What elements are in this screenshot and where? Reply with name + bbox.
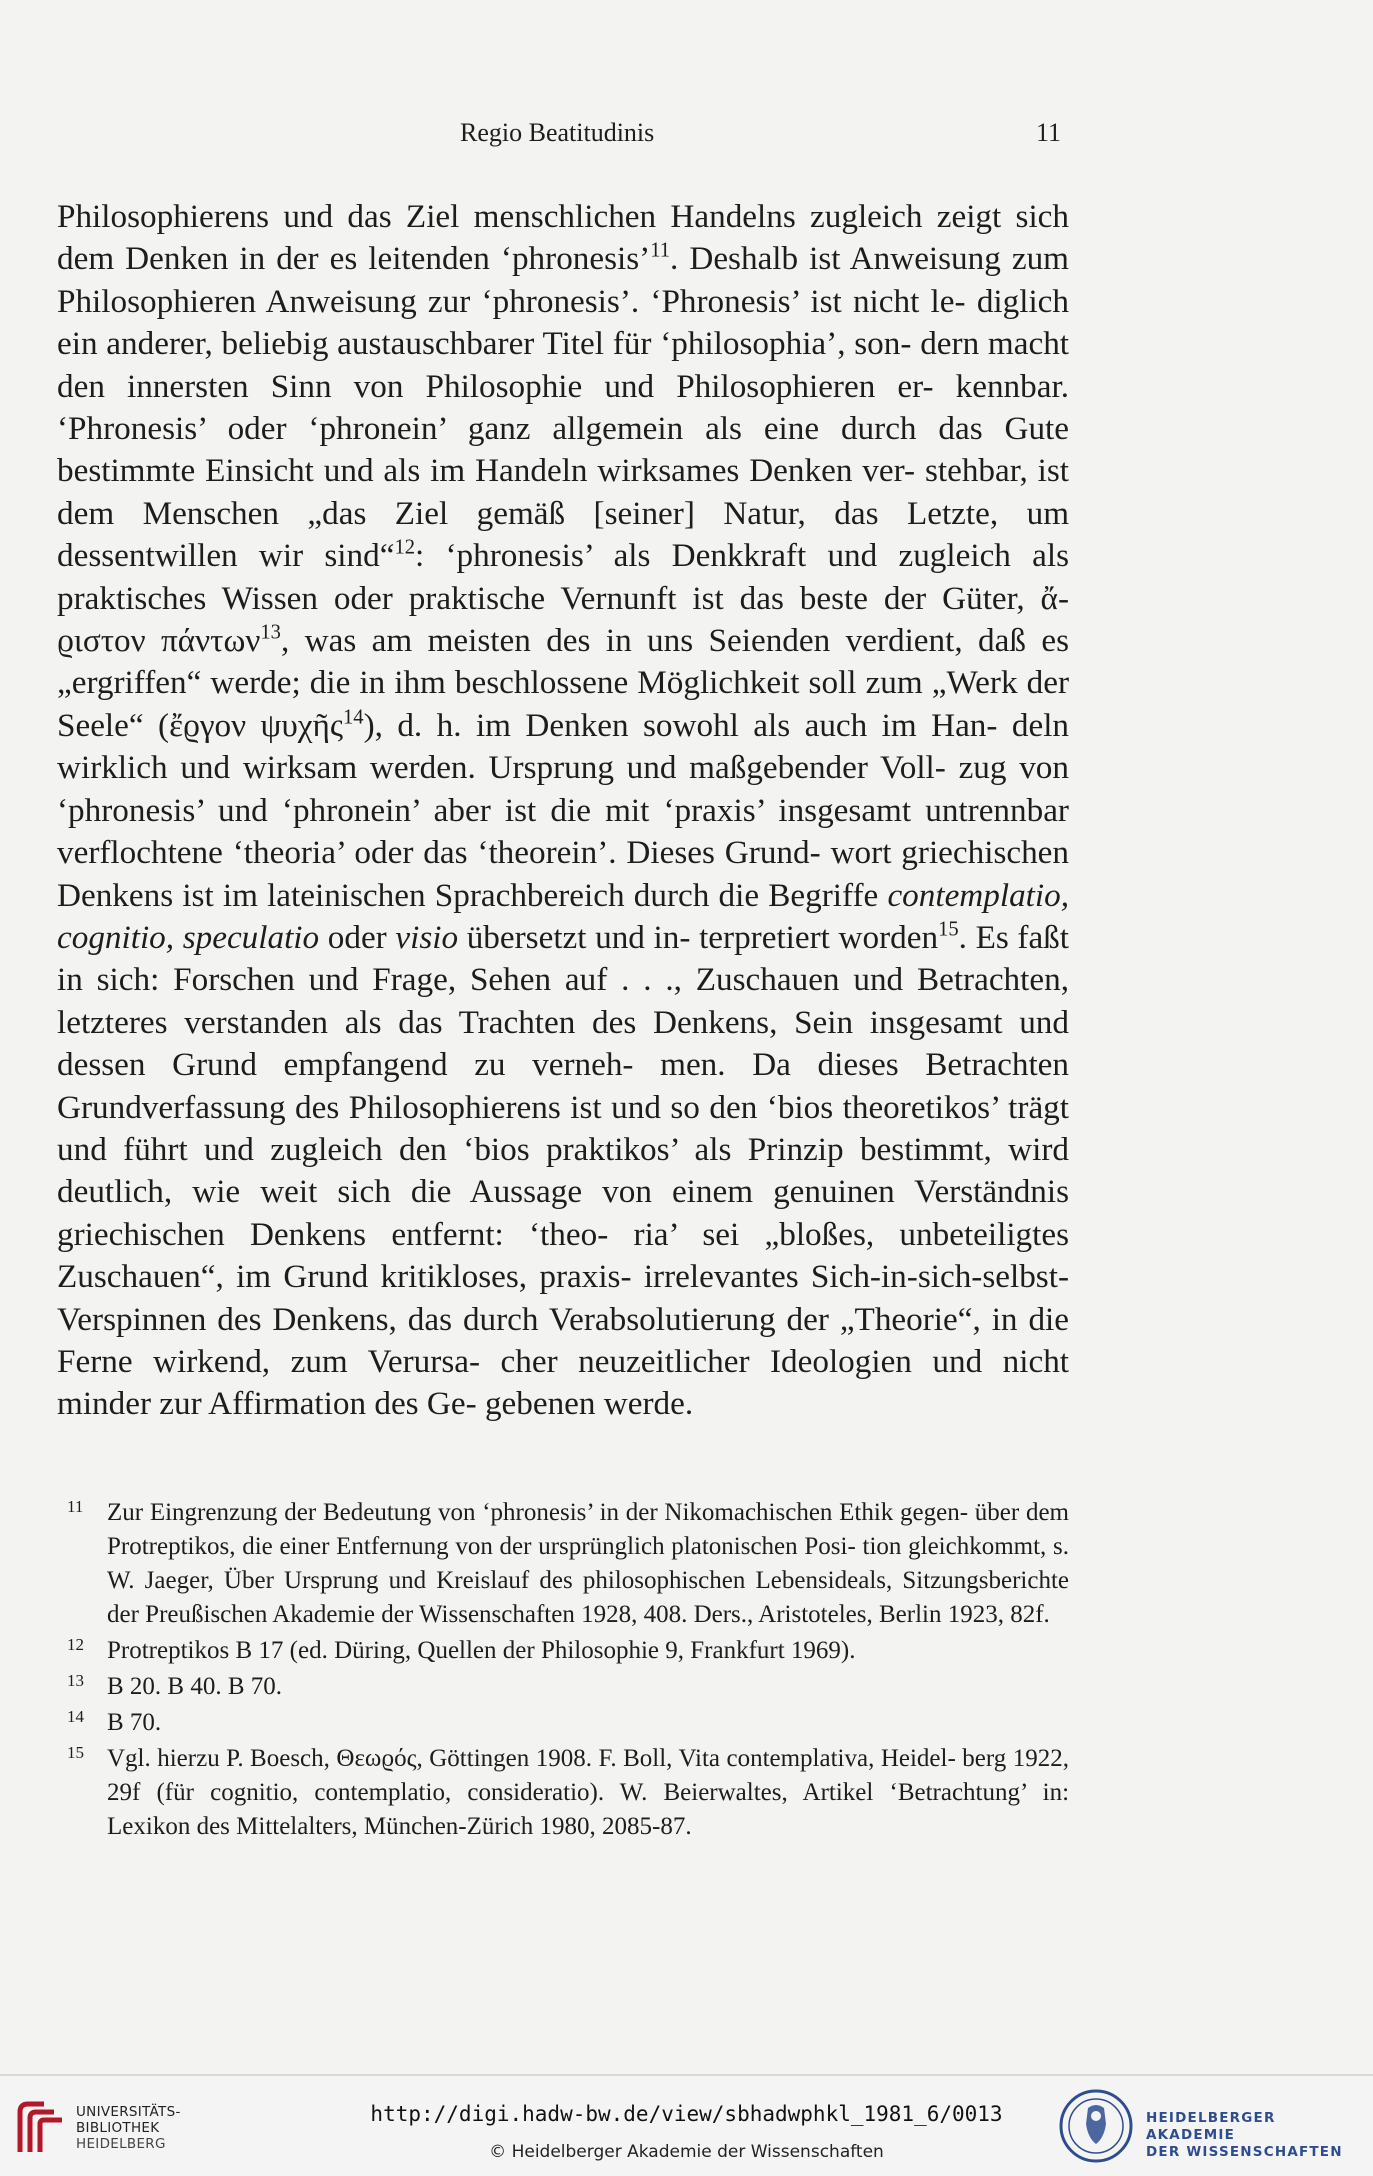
footnote-line: Zur Eingrenzung der Bedeutung von ‘phronesis’ in der Nikomachischen Ethik gegen- <box>107 1499 969 1526</box>
footnote-line: berg 1922, 29f (für cognitio, contemplatio, consideratio). W. Beierwaltes, Artikel <box>107 1745 1070 1806</box>
text-line: von einem genuinen Verständnis griechischen Denkens entfernt: ‘theo- <box>57 1173 1070 1253</box>
text-line: : ‘phronesis’ als Denkkraft und zugleich als <box>415 537 1069 575</box>
ub-line: UNIVERSITÄTS- <box>76 2104 181 2120</box>
text-line: praktisches Wissen oder praktische Vernunft ist das beste der Güter, ἄ- <box>57 579 1069 617</box>
text-line: zug von ‘phronesis’ und ‘phronein’ aber ist die mit ‘praxis’ insgesamt <box>57 749 1069 829</box>
academy-logo[interactable] <box>1058 2088 1368 2168</box>
text-line: um dessentwillen wir sind“ <box>57 494 1070 575</box>
text-line: , was am meisten des in uns Seienden verdient, daß es <box>280 622 1069 660</box>
footnote-line: über dem Protreptikos, die einer Entfernung von der ursprünglich platonischen Posi- <box>107 1499 1069 1560</box>
text-line: zum Philosophieren Anweisung zur ‘phronesis’. ‘Phronesis’ ist nicht le- <box>57 240 1069 320</box>
footnote-line: 408. Ders., Aristoteles, Berlin 1923, 82f. <box>643 1601 1050 1628</box>
footnote-number: 11 <box>67 1497 84 1516</box>
text-line: ϱιστον πάντων <box>57 622 261 660</box>
footnote-13 <box>57 1670 1069 1704</box>
footnote-number: 13 <box>67 1671 84 1690</box>
text-line: untrennbar verflochtene ‘theoria’ oder das ‘theorein’. Dieses Grund- <box>57 791 1069 872</box>
text-line: gebenen werde. <box>484 1385 694 1423</box>
text-line: Gute bestimmte Einsicht und als im Handeln wirksames Denken ver- <box>57 410 1069 490</box>
footnote-line: Lebensideals, Sitzungsberichte der Preußischen Akademie der Wissenschaften 1928, <box>107 1567 1070 1628</box>
footnote-line: B 70. <box>107 1709 162 1736</box>
footnote-11 <box>57 1496 1069 1632</box>
text-line: terpretiert worden <box>699 918 939 956</box>
text-line: . Deshalb ist Anweisung <box>670 240 1001 278</box>
text-line: cher neuzeitlicher Ideologien und nicht minder zur Affirmation des Ge- <box>57 1342 1070 1423</box>
footnote-ref: 13 <box>260 621 281 644</box>
viewer-footer <box>0 2074 1373 2176</box>
text-line: Begriffe <box>768 876 888 914</box>
footnote-ref: 12 <box>394 536 416 559</box>
footnote-12 <box>57 1634 1069 1668</box>
academy-line: DER WISSENSCHAFTEN <box>1146 2144 1343 2160</box>
text-line: wort griechischen Denkens ist im lateinischen Sprachbereich durch die <box>57 834 1070 914</box>
permalink-url[interactable]: http://digi.hadw-bw.de/view/sbhadwphkl_1981_6/0013 <box>370 2102 1003 2126</box>
text-line: kennbar. ‘Phronesis’ oder ‘phronein’ ganz allgemein als eine durch das <box>57 367 1069 448</box>
running-title: Regio Beatitudinis <box>460 118 655 147</box>
footnote-14 <box>57 1706 1069 1740</box>
academy-seal-icon <box>1058 2088 1134 2164</box>
footnote-ref: 14 <box>343 706 364 729</box>
academy-line: HEIDELBERGER AKADEMIE <box>1146 2110 1276 2143</box>
text-line: des Denkens, Sein insgesamt und dessen Grund empfangend zu verneh- <box>57 1003 1069 1084</box>
text-line: . Es faßt in sich: Forschen und Frage, Sehen auf <box>57 918 1069 999</box>
text-line: der Seele“ (ἔϱγον ψυχῆς <box>57 664 1070 744</box>
text-line: übersetzt und in- <box>458 918 691 956</box>
footnote-line: B 20. B 40. B 70. <box>107 1673 283 1700</box>
text-line: ria’ sei „bloßes, unbeteiligtes Zuschauen“, im Grund kritikloses, praxis- <box>57 1215 1070 1296</box>
academy-name <box>1146 2110 1368 2161</box>
text-line: und so den ‘bios theoretikos’ trägt und führt und zugleich den ‘bios <box>57 1088 1069 1168</box>
text-line: irrelevantes Sich-in-sich-selbst-Verspinnen des Denkens, das durch <box>57 1258 1069 1338</box>
footnote-15 <box>57 1742 1069 1844</box>
italic-terms: contemplatio, cognitio, speculatio <box>57 876 1070 956</box>
footnotes <box>57 1496 1069 1844</box>
running-head <box>0 118 1373 152</box>
text-line: „ergriffen“ werde; die in ihm beschlossene Möglichkeit soll zum „Werk <box>57 664 1018 702</box>
footnote-line: ‘Betrachtung’ in: Lexikon des Mittelalters, München-Zürich 1980, 2085-87. <box>107 1779 1070 1840</box>
text-line: stehbar, ist dem Menschen „das Ziel gemäß [seiner] Natur, das Letzte, <box>57 452 1069 532</box>
text-line: diglich ein anderer, beliebig austauschbarer Titel für ‘philosophia’, son- <box>57 282 1069 363</box>
text-line: praktikos’ als Prinzip bestimmt, wird deutlich, wie weit sich die Aussage <box>57 1130 1069 1211</box>
footnote-line: tion gleichkommt, s. W. Jaeger, Über Ursprung und Kreislauf des philosophischen <box>107 1533 1070 1594</box>
page-number: 11 <box>1036 118 1062 147</box>
footnote-number: 14 <box>67 1707 84 1726</box>
text-line: dern macht den innersten Sinn von Philosophie und Philosophieren er- <box>57 325 1070 405</box>
footnote-number: 15 <box>67 1743 84 1762</box>
italic-term: visio <box>395 918 459 956</box>
text-line: deln wirklich und wirksam werden. Ursprung und maßgebender Voll- <box>57 706 1070 787</box>
text-line: oder <box>319 918 396 956</box>
footnote-line: Protreptikos B 17 (ed. Düring, Quellen der Philosophie 9, Frankfurt 1969). <box>107 1637 856 1664</box>
copyright-notice: © Heidelberger Akademie der Wissenschaften <box>489 2142 884 2162</box>
body-paragraph <box>57 196 1069 1426</box>
footnote-ref: 11 <box>650 239 671 262</box>
ub-line: BIBLIOTHEK <box>76 2120 160 2136</box>
footnote-number: 12 <box>67 1635 84 1654</box>
text-line: Verabsolutierung der „Theorie“, in die Ferne wirkend, zum Verursa- <box>57 1300 1070 1380</box>
text-line: Philosophierens und das Ziel menschlichen Handelns zugleich zeigt sich <box>57 198 1069 235</box>
ub-line: HEIDELBERG <box>76 2136 166 2152</box>
footnote-line: Vgl. hierzu P. Boesch, Θεωϱός, Göttingen 1908. F. Boll, Vita contemplativa, Heidel- <box>107 1745 956 1772</box>
text-line: men. Da dieses Betrachten Grundverfassung des Philosophierens ist <box>57 1046 1070 1126</box>
text-line: ), d. h. im Denken sowohl als auch im Han- <box>363 706 998 744</box>
text-line: . . ., Zuschauen und Betrachten, letzteres verstanden als das Trachten <box>57 961 1069 1041</box>
text-line: dem Denken in der es leitenden ‘phronesis’ <box>57 240 651 278</box>
footnote-ref: 15 <box>938 918 959 941</box>
